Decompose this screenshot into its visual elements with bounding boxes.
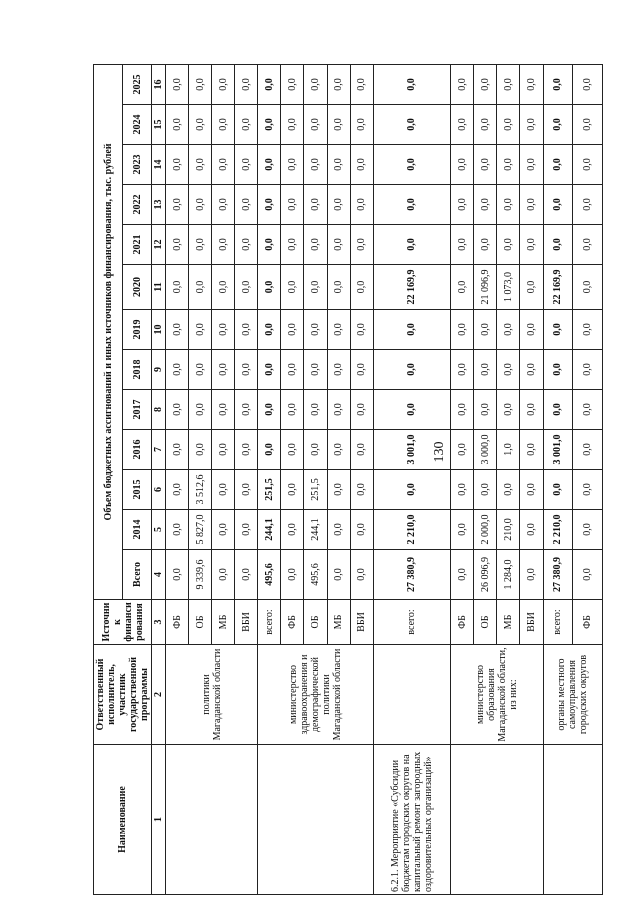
column-number: 2 xyxy=(152,645,166,745)
year-value-cell: 0,0 xyxy=(189,350,212,390)
year-value-cell: 0,0 xyxy=(451,145,474,185)
year-value-cell: 0,0 xyxy=(212,430,235,470)
year-value-cell: 0,0 xyxy=(281,185,304,225)
year-value-cell: 0,0 xyxy=(281,225,304,265)
total-value-cell: 0,0 xyxy=(451,550,474,600)
year-value-cell: 244,1 xyxy=(304,510,327,550)
year-value-cell: 0,0 xyxy=(304,185,327,225)
year-value-cell: 0,0 xyxy=(520,390,543,430)
year-value-cell: 0,0 xyxy=(212,265,235,310)
year-value-cell: 0,0 xyxy=(212,105,235,145)
year-value-cell: 0,0 xyxy=(474,145,497,185)
year-value-cell: 251,5 xyxy=(304,470,327,510)
source-cell: ФБ xyxy=(573,600,603,645)
year-value-cell: 0,0 xyxy=(304,265,327,310)
year-value-cell: 0,0 xyxy=(258,225,281,265)
year-value-cell: 0,0 xyxy=(189,64,212,104)
year-value-cell: 0,0 xyxy=(189,430,212,470)
year-value-cell: 0,0 xyxy=(451,470,474,510)
year-value-cell: 0,0 xyxy=(235,105,258,145)
year-value-cell: 22 169,9 xyxy=(373,265,451,310)
table-row xyxy=(373,64,451,894)
year-value-cell: 0,0 xyxy=(212,64,235,104)
year-value-cell: 1 073,0 xyxy=(497,265,520,310)
year-value-cell: 0,0 xyxy=(350,350,373,390)
year-value-cell: 0,0 xyxy=(166,185,189,225)
year-value-cell: 0,0 xyxy=(373,310,451,350)
year-value-cell: 0,0 xyxy=(497,470,520,510)
year-value-cell: 0,0 xyxy=(166,510,189,550)
year-value-cell: 0,0 xyxy=(520,105,543,145)
year-value-cell: 251,5 xyxy=(258,470,281,510)
source-cell: всего: xyxy=(373,600,451,645)
column-number: 10 xyxy=(152,310,166,350)
year-value-cell: 0,0 xyxy=(304,310,327,350)
year-value-cell: 0,0 xyxy=(573,225,603,265)
table-row xyxy=(166,64,189,894)
year-value-cell: 0,0 xyxy=(497,350,520,390)
page-number: 130 xyxy=(432,441,447,463)
year-value-cell: 0,0 xyxy=(520,64,543,104)
total-value-cell: 0,0 xyxy=(281,550,304,600)
year-value-cell: 0,0 xyxy=(189,390,212,430)
table-head xyxy=(94,64,166,894)
budget-header: Объем бюджетных ассигнований и иных источников финансирования, тыс. рублей xyxy=(94,64,123,599)
year-header: 2025 xyxy=(123,64,152,104)
year-header: 2014 xyxy=(123,510,152,550)
column-number: 8 xyxy=(152,390,166,430)
year-value-cell: 0,0 xyxy=(573,64,603,104)
year-value-cell: 0,0 xyxy=(258,105,281,145)
year-value-cell: 0,0 xyxy=(350,310,373,350)
column-number-row xyxy=(152,64,166,894)
year-value-cell: 0,0 xyxy=(327,225,350,265)
year-value-cell: 0,0 xyxy=(189,145,212,185)
year-value-cell: 0,0 xyxy=(350,430,373,470)
total-value-cell: 1 284,0 xyxy=(497,550,520,600)
year-value-cell: 0,0 xyxy=(281,265,304,310)
year-value-cell: 0,0 xyxy=(281,390,304,430)
year-value-cell: 0,0 xyxy=(189,265,212,310)
year-value-cell: 0,0 xyxy=(235,350,258,390)
year-value-cell: 0,0 xyxy=(451,265,474,310)
year-value-cell: 0,0 xyxy=(451,225,474,265)
year-value-cell: 0,0 xyxy=(451,510,474,550)
name-header: Наименование xyxy=(94,745,152,895)
year-value-cell: 0,0 xyxy=(258,350,281,390)
executor-header: Ответственный исполнитель, участник государственной программы xyxy=(94,645,152,745)
total-value-cell: 9 339,6 xyxy=(189,550,212,600)
year-value-cell: 0,0 xyxy=(304,145,327,185)
activity-name-cell xyxy=(451,745,543,895)
year-value-cell: 0,0 xyxy=(543,225,573,265)
year-value-cell: 0,0 xyxy=(373,145,451,185)
year-value-cell: 0,0 xyxy=(166,430,189,470)
year-value-cell: 0,0 xyxy=(304,105,327,145)
year-value-cell: 2 000,0 xyxy=(474,510,497,550)
source-cell: ФБ xyxy=(166,600,189,645)
activity-name-cell xyxy=(166,745,258,895)
year-header: 2016 xyxy=(123,430,152,470)
year-value-cell: 0,0 xyxy=(212,310,235,350)
column-number: 15 xyxy=(152,105,166,145)
year-value-cell: 0,0 xyxy=(304,64,327,104)
year-value-cell: 0,0 xyxy=(281,430,304,470)
year-value-cell: 0,0 xyxy=(474,310,497,350)
year-value-cell: 0,0 xyxy=(281,470,304,510)
year-value-cell: 0,0 xyxy=(327,390,350,430)
year-value-cell: 0,0 xyxy=(350,64,373,104)
year-value-cell: 0,0 xyxy=(327,185,350,225)
year-header: 2024 xyxy=(123,105,152,145)
year-header: 2021 xyxy=(123,225,152,265)
year-value-cell: 0,0 xyxy=(451,64,474,104)
column-number: 1 xyxy=(152,745,166,895)
year-value-cell: 0,0 xyxy=(281,64,304,104)
total-value-cell: 0,0 xyxy=(573,550,603,600)
year-value-cell: 5 827,0 xyxy=(189,510,212,550)
year-value-cell: 2 210,0 xyxy=(543,510,573,550)
year-value-cell: 0,0 xyxy=(327,145,350,185)
table-row xyxy=(543,64,573,894)
year-value-cell: 1,0 xyxy=(497,430,520,470)
year-value-cell: 0,0 xyxy=(543,350,573,390)
year-value-cell: 0,0 xyxy=(189,225,212,265)
total-value-cell: 0,0 xyxy=(212,550,235,600)
year-value-cell: 0,0 xyxy=(474,105,497,145)
year-value-cell: 210,0 xyxy=(497,510,520,550)
total-value-cell: 27 380,9 xyxy=(373,550,451,600)
source-cell: МБ xyxy=(212,600,235,645)
executor-cell: министерство здравоохранения и демографической политики Магаданской области xyxy=(258,645,373,745)
column-number: 6 xyxy=(152,470,166,510)
year-value-cell: 0,0 xyxy=(327,350,350,390)
year-value-cell: 0,0 xyxy=(573,510,603,550)
year-value-cell: 0,0 xyxy=(497,225,520,265)
year-value-cell: 0,0 xyxy=(573,185,603,225)
source-cell: ОБ xyxy=(304,600,327,645)
year-value-cell: 0,0 xyxy=(497,185,520,225)
year-value-cell: 0,0 xyxy=(166,145,189,185)
year-value-cell: 0,0 xyxy=(281,145,304,185)
year-value-cell: 0,0 xyxy=(327,310,350,350)
year-value-cell: 0,0 xyxy=(235,310,258,350)
year-value-cell: 0,0 xyxy=(235,390,258,430)
column-number: 9 xyxy=(152,350,166,390)
total-value-cell: 0,0 xyxy=(327,550,350,600)
activity-name-cell xyxy=(258,745,373,895)
year-value-cell: 244,1 xyxy=(258,510,281,550)
activity-name-cell xyxy=(543,745,602,895)
year-value-cell: 0,0 xyxy=(497,145,520,185)
year-header: 2018 xyxy=(123,350,152,390)
year-value-cell: 0,0 xyxy=(212,510,235,550)
year-value-cell: 0,0 xyxy=(212,390,235,430)
year-value-cell: 0,0 xyxy=(373,470,451,510)
year-value-cell: 0,0 xyxy=(327,64,350,104)
year-value-cell: 0,0 xyxy=(350,185,373,225)
year-value-cell: 0,0 xyxy=(497,105,520,145)
year-value-cell: 0,0 xyxy=(166,64,189,104)
year-value-cell: 0,0 xyxy=(543,105,573,145)
source-header: Источник финансирования xyxy=(94,600,152,645)
total-value-cell: 0,0 xyxy=(350,550,373,600)
year-value-cell: 3 001,0 xyxy=(373,430,451,470)
column-number: 12 xyxy=(152,225,166,265)
year-value-cell: 0,0 xyxy=(573,145,603,185)
year-value-cell: 0,0 xyxy=(520,225,543,265)
year-value-cell: 0,0 xyxy=(350,510,373,550)
year-value-cell: 0,0 xyxy=(474,185,497,225)
year-value-cell: 0,0 xyxy=(373,350,451,390)
year-value-cell: 0,0 xyxy=(235,225,258,265)
source-cell: ОБ xyxy=(189,600,212,645)
year-value-cell: 0,0 xyxy=(373,64,451,104)
year-header: 2023 xyxy=(123,145,152,185)
executor-cell: министерство образования Магаданской области, из них: xyxy=(451,645,543,745)
year-value-cell: 0,0 xyxy=(520,510,543,550)
year-value-cell: 0,0 xyxy=(350,105,373,145)
table-row xyxy=(451,64,474,894)
year-value-cell: 0,0 xyxy=(573,265,603,310)
year-value-cell: 2 210,0 xyxy=(373,510,451,550)
total-value-cell: 495,6 xyxy=(258,550,281,600)
source-cell: ФБ xyxy=(451,600,474,645)
year-value-cell: 0,0 xyxy=(451,185,474,225)
column-number: 13 xyxy=(152,185,166,225)
year-header: 2019 xyxy=(123,310,152,350)
year-value-cell: 0,0 xyxy=(258,390,281,430)
year-value-cell: 0,0 xyxy=(327,265,350,310)
year-value-cell: 0,0 xyxy=(166,310,189,350)
year-value-cell: 0,0 xyxy=(451,105,474,145)
column-number: 14 xyxy=(152,145,166,185)
total-value-cell: 0,0 xyxy=(520,550,543,600)
year-value-cell: 0,0 xyxy=(166,470,189,510)
year-value-cell: 0,0 xyxy=(281,350,304,390)
year-value-cell: 0,0 xyxy=(350,225,373,265)
year-value-cell: 22 169,9 xyxy=(543,265,573,310)
year-value-cell: 0,0 xyxy=(520,145,543,185)
source-cell: ВБИ xyxy=(520,600,543,645)
total-value-cell: 495,6 xyxy=(304,550,327,600)
year-value-cell: 0,0 xyxy=(520,350,543,390)
year-value-cell: 0,0 xyxy=(543,310,573,350)
year-value-cell: 0,0 xyxy=(212,185,235,225)
year-value-cell: 0,0 xyxy=(474,390,497,430)
year-value-cell: 0,0 xyxy=(573,430,603,470)
year-value-cell: 0,0 xyxy=(451,430,474,470)
year-value-cell: 0,0 xyxy=(258,310,281,350)
year-value-cell: 0,0 xyxy=(474,64,497,104)
year-value-cell: 0,0 xyxy=(573,105,603,145)
total-value-cell: 26 096,9 xyxy=(474,550,497,600)
budget-table xyxy=(93,64,603,895)
year-value-cell: 0,0 xyxy=(304,225,327,265)
year-value-cell: 0,0 xyxy=(451,350,474,390)
source-cell: ОБ xyxy=(474,600,497,645)
executor-cell: политики Магаданской области xyxy=(166,645,258,745)
column-number: 16 xyxy=(152,64,166,104)
source-cell: всего: xyxy=(543,600,573,645)
column-number: 4 xyxy=(152,550,166,600)
year-value-cell: 0,0 xyxy=(327,510,350,550)
year-header: 2015 xyxy=(123,470,152,510)
year-value-cell: 0,0 xyxy=(350,470,373,510)
year-value-cell: 0,0 xyxy=(235,64,258,104)
year-value-cell: 0,0 xyxy=(212,350,235,390)
year-value-cell: 0,0 xyxy=(520,470,543,510)
year-value-cell: 0,0 xyxy=(327,105,350,145)
year-value-cell: 0,0 xyxy=(212,470,235,510)
year-value-cell: 0,0 xyxy=(304,390,327,430)
year-header: 2017 xyxy=(123,390,152,430)
source-cell: ВБИ xyxy=(235,600,258,645)
year-value-cell: 3 512,6 xyxy=(189,470,212,510)
year-value-cell: 0,0 xyxy=(373,390,451,430)
year-value-cell: 0,0 xyxy=(166,105,189,145)
year-value-cell: 0,0 xyxy=(451,310,474,350)
year-value-cell: 0,0 xyxy=(573,350,603,390)
year-value-cell: 0,0 xyxy=(497,310,520,350)
year-value-cell: 0,0 xyxy=(281,310,304,350)
activity-name-cell: 6.2.1. Мероприятие «Субсидии бюджетам городских округов на капитальный ремонт загородных оздоровительных организаций» xyxy=(373,745,451,895)
year-value-cell: 0,0 xyxy=(304,350,327,390)
year-value-cell: 0,0 xyxy=(281,105,304,145)
year-value-cell: 0,0 xyxy=(281,510,304,550)
year-value-cell: 0,0 xyxy=(373,105,451,145)
table-row xyxy=(258,64,281,894)
year-value-cell: 0,0 xyxy=(235,430,258,470)
table-body xyxy=(166,64,603,894)
header-row xyxy=(94,64,123,894)
source-cell: МБ xyxy=(497,600,520,645)
year-value-cell: 0,0 xyxy=(474,470,497,510)
source-cell: ВБИ xyxy=(350,600,373,645)
total-value-cell: 0,0 xyxy=(166,550,189,600)
year-value-cell: 0,0 xyxy=(451,390,474,430)
year-value-cell: 0,0 xyxy=(520,310,543,350)
executor-cell: органы местного самоуправления городских округов xyxy=(543,645,602,745)
year-value-cell: 0,0 xyxy=(258,64,281,104)
year-value-cell: 0,0 xyxy=(350,265,373,310)
total-header: Всего xyxy=(123,550,152,600)
year-value-cell: 0,0 xyxy=(520,430,543,470)
column-number: 5 xyxy=(152,510,166,550)
year-value-cell: 0,0 xyxy=(520,265,543,310)
total-value-cell: 0,0 xyxy=(235,550,258,600)
year-value-cell: 0,0 xyxy=(212,145,235,185)
executor-cell xyxy=(373,645,451,745)
total-value-cell: 27 380,9 xyxy=(543,550,573,600)
year-value-cell: 0,0 xyxy=(520,185,543,225)
year-value-cell: 0,0 xyxy=(258,265,281,310)
column-number: 7 xyxy=(152,430,166,470)
year-value-cell: 0,0 xyxy=(543,145,573,185)
year-value-cell: 0,0 xyxy=(166,390,189,430)
source-cell: всего: xyxy=(258,600,281,645)
source-cell: ФБ xyxy=(281,600,304,645)
year-value-cell: 0,0 xyxy=(189,105,212,145)
year-value-cell: 0,0 xyxy=(166,265,189,310)
year-value-cell: 0,0 xyxy=(474,225,497,265)
year-value-cell: 0,0 xyxy=(543,64,573,104)
year-value-cell: 0,0 xyxy=(543,185,573,225)
year-value-cell: 0,0 xyxy=(304,430,327,470)
year-value-cell: 0,0 xyxy=(235,265,258,310)
year-value-cell: 0,0 xyxy=(235,185,258,225)
year-value-cell: 0,0 xyxy=(189,310,212,350)
year-value-cell: 0,0 xyxy=(327,430,350,470)
year-value-cell: 3 001,0 xyxy=(543,430,573,470)
year-value-cell: 0,0 xyxy=(235,510,258,550)
year-value-cell: 0,0 xyxy=(235,145,258,185)
year-value-cell: 0,0 xyxy=(212,225,235,265)
year-value-cell: 0,0 xyxy=(543,390,573,430)
year-value-cell: 0,0 xyxy=(573,310,603,350)
year-value-cell: 0,0 xyxy=(497,390,520,430)
year-value-cell: 0,0 xyxy=(497,64,520,104)
year-value-cell: 0,0 xyxy=(327,470,350,510)
year-value-cell: 0,0 xyxy=(258,145,281,185)
budget-table-container xyxy=(93,65,594,895)
year-header: 2020 xyxy=(123,265,152,310)
year-value-cell: 0,0 xyxy=(258,430,281,470)
year-value-cell: 0,0 xyxy=(350,390,373,430)
year-value-cell: 0,0 xyxy=(350,145,373,185)
year-value-cell: 0,0 xyxy=(474,350,497,390)
year-value-cell: 0,0 xyxy=(258,185,281,225)
year-value-cell: 0,0 xyxy=(166,350,189,390)
year-header: 2022 xyxy=(123,185,152,225)
year-value-cell: 0,0 xyxy=(573,390,603,430)
year-value-cell: 0,0 xyxy=(189,185,212,225)
year-value-cell: 0,0 xyxy=(373,185,451,225)
source-cell: МБ xyxy=(327,600,350,645)
year-value-cell: 21 096,9 xyxy=(474,265,497,310)
year-value-cell: 0,0 xyxy=(235,470,258,510)
year-value-cell: 0,0 xyxy=(543,470,573,510)
year-value-cell: 0,0 xyxy=(573,470,603,510)
year-value-cell: 3 000,0 xyxy=(474,430,497,470)
column-number: 3 xyxy=(152,600,166,645)
column-number: 11 xyxy=(152,265,166,310)
year-value-cell: 0,0 xyxy=(373,225,451,265)
year-value-cell: 0,0 xyxy=(166,225,189,265)
